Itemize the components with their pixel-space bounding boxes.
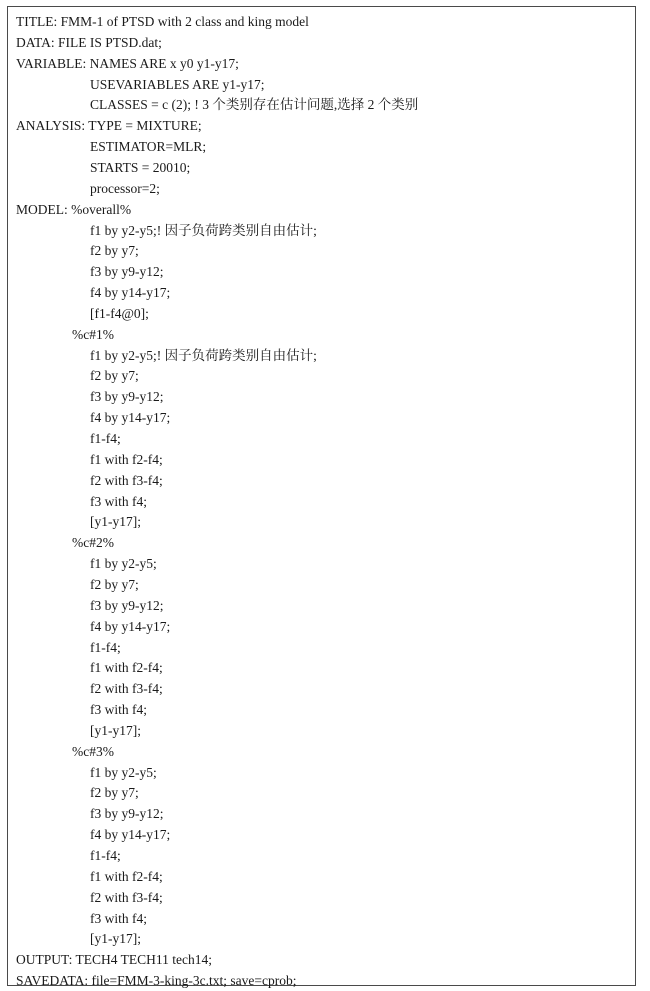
code-listing-frame [7,6,636,989]
code-line: f1 with f2-f4; [90,451,163,467]
code-line: f3 by y9-y12; [90,389,164,405]
code-line: CLASSES = c (2); ! 3 个类别存在估计问题,选择 2 个类别 [90,97,419,113]
code-line: DATA: FILE IS PTSD.dat; [16,34,162,50]
code-line: SAVEDATA: file=FMM-3-king-3c.txt; save=cprob; [16,973,297,989]
code-line: [f1-f4@0]; [90,305,149,321]
code-line: f1 with f2-f4; [90,660,163,676]
code-line: %c#2% [72,535,114,551]
code-line: f3 with f4; [90,702,147,718]
code-line: f2 with f3-f4; [90,472,163,488]
code-line: f3 with f4; [90,910,147,926]
code-line: f4 by y14-y17; [90,410,171,426]
code-line: OUTPUT: TECH4 TECH11 tech14; [16,952,212,968]
code-line: f2 by y7; [90,243,139,259]
code-line: f1-f4; [90,431,121,446]
code-line: f2 with f3-f4; [90,681,163,697]
code-line: ESTIMATOR=MLR; [90,139,207,155]
code-line: %c#1% [72,326,114,342]
code-line: f2 by y7; [90,368,139,384]
code-line: f1 with f2-f4; [90,868,163,884]
code-line: f3 with f4; [90,493,147,509]
code-line: %c#3% [72,743,114,759]
code-line: [y1-y17]; [90,931,141,947]
code-line: [y1-y17]; [90,514,141,530]
code-line: f2 by y7; [90,576,139,592]
code-line: ANALYSIS: TYPE = MIXTURE; [16,118,202,134]
code-line: f4 by y14-y17; [90,827,171,843]
code-line: f3 by y9-y12; [90,264,164,280]
code-line: f2 with f3-f4; [90,889,163,905]
code-line: VARIABLE: NAMES ARE x y0 y1-y17; [16,55,239,71]
code-line: [y1-y17]; [90,722,141,738]
code-line: f1 by y2-y5;! 因子负荷跨类别自由估计; [90,222,317,238]
code-line: f1 by y2-y5; [90,556,157,572]
code-line: f1 by y2-y5; [90,764,157,780]
code-line: STARTS = 20010; [90,159,191,175]
code-line: f1-f4; [90,848,121,863]
code-line: processor=2; [90,180,160,196]
code-line: f3 by y9-y12; [90,806,164,822]
code-line: f1-f4; [90,639,121,655]
code-line: f1 by y2-y5;! 因子负荷跨类别自由估计; [90,347,317,363]
code-line: f3 by y9-y12; [90,597,164,613]
code-line: f4 by y14-y17; [90,285,171,301]
code-line: MODEL: %overall% [16,201,132,217]
code-line: USEVARIABLES ARE y1-y17; [90,76,265,92]
code-line: TITLE: FMM-1 of PTSD with 2 class and king model [16,14,309,29]
code-line: f4 by y14-y17; [90,618,171,634]
code-line: f2 by y7; [90,785,139,801]
